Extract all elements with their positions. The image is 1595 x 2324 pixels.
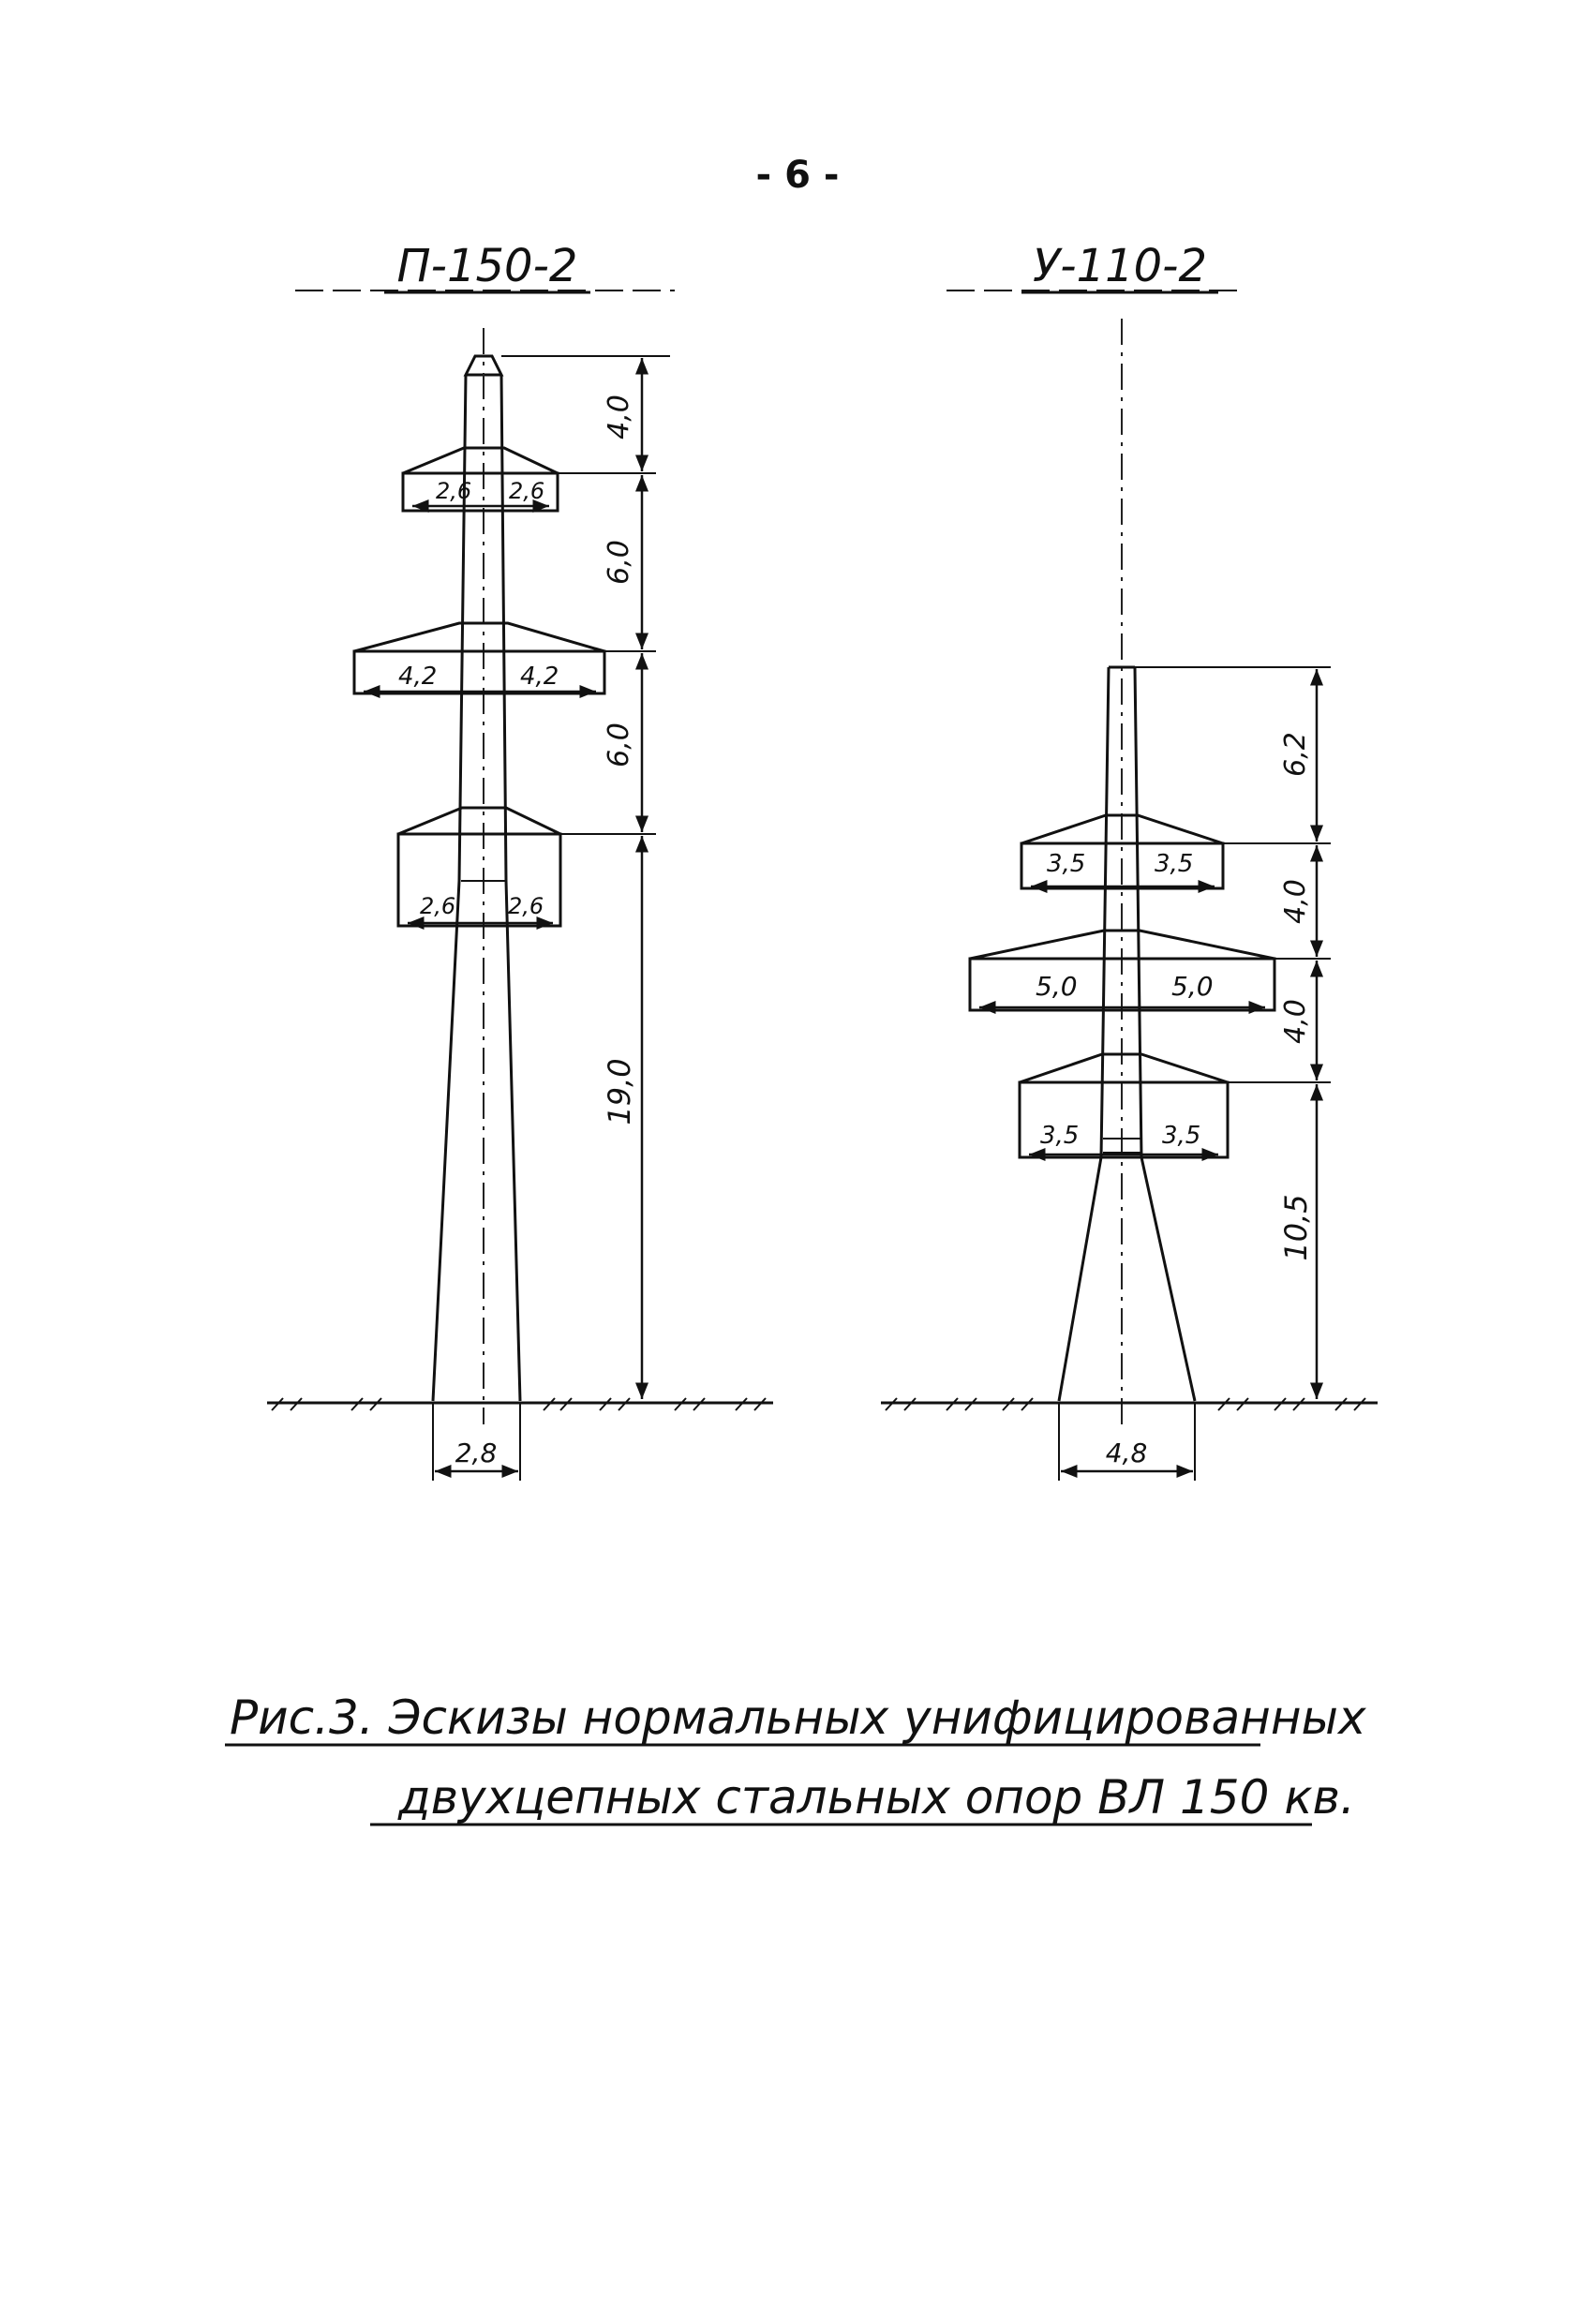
crossarm-1-left-dim-p150: 2,6: [436, 478, 472, 504]
height-dim-chain-p150: [501, 356, 670, 1399]
height-dim-2-u110: 4,0: [1279, 879, 1312, 924]
height-dim-3-p150: 6,0: [603, 723, 635, 767]
crossarm-3-right-dim-p150: 2,6: [508, 893, 544, 919]
crossarm-2-left-dim-u110: 5,0: [1036, 971, 1078, 1002]
crossarm-1-p150: [403, 448, 558, 511]
crossarm-3-left-dim-u110: 3,5: [1040, 1122, 1080, 1150]
tower-left-leg-u110: [1059, 667, 1109, 1401]
base-width-p150: 2,8: [455, 1438, 498, 1468]
crossarm-3-left-dim-p150: 2,6: [420, 893, 456, 919]
crossarm-1-right-dim-u110: 3,5: [1155, 850, 1194, 878]
figure-caption: [225, 1691, 1366, 1825]
height-dim-2-p150: 6,0: [603, 540, 635, 585]
crossarm-2-p150: [354, 623, 604, 693]
tower-title-u110: У-110-2: [1032, 240, 1208, 292]
crossarm-2-right-dim-u110: 5,0: [1171, 971, 1214, 1002]
tower-u110: [881, 240, 1378, 1481]
height-dim-1-u110: 6,2: [1279, 732, 1312, 777]
tower-title-p150: П-150-2: [396, 240, 578, 292]
tower-p150: [267, 240, 773, 1481]
page-number: - 6 -: [755, 154, 840, 197]
height-dim-chain-u110: [1135, 667, 1331, 1399]
height-dim-4-p150: 19,0: [602, 1058, 637, 1125]
tower-right-leg-p150: [501, 375, 520, 1401]
crossarm-3-right-dim-u110: 3,5: [1162, 1122, 1201, 1150]
caption-line-2: двухцепных стальных опор ВЛ 150 кв.: [398, 1770, 1355, 1825]
crossarm-1-right-dim-p150: 2,6: [509, 478, 545, 504]
crossarm-2-left-dim-p150: 4,2: [398, 663, 438, 691]
base-width-u110: 4,8: [1105, 1438, 1148, 1468]
height-dim-3-u110: 4,0: [1279, 999, 1312, 1044]
crossarm-2-right-dim-p150: 4,2: [520, 663, 559, 691]
crossarm-3-u110: [1020, 1054, 1228, 1157]
ground-line-u110: [881, 1398, 1378, 1410]
height-dim-1-p150: 4,0: [603, 395, 635, 439]
base-dim-p150: [433, 1403, 520, 1481]
crossarm-1-left-dim-u110: 3,5: [1047, 850, 1086, 878]
height-dim-4-u110: 10,5: [1278, 1194, 1314, 1261]
caption-line-1: Рис.3. Эскизы нормальных унифицированных: [230, 1691, 1366, 1745]
base-dim-u110: [1059, 1403, 1195, 1481]
crossarm-3-p150: [398, 808, 560, 926]
tower-right-leg-u110: [1135, 667, 1195, 1401]
tower-left-leg-p150: [433, 375, 466, 1401]
